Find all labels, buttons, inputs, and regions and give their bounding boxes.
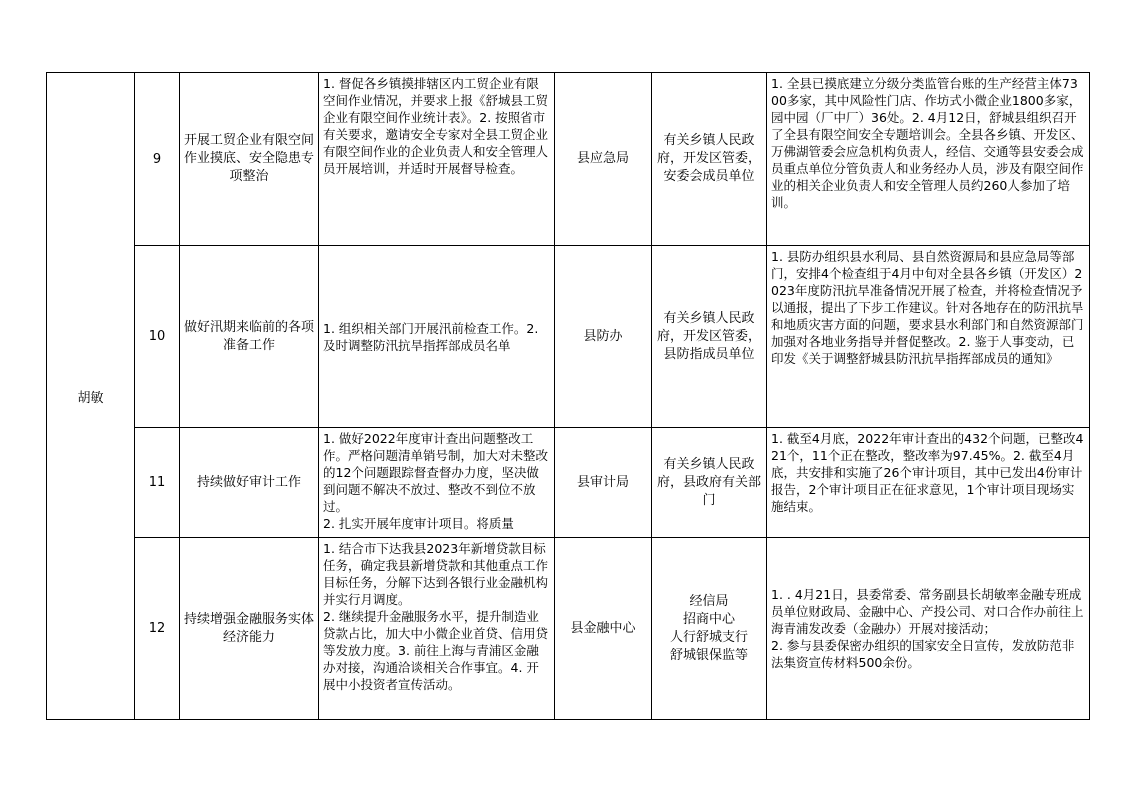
progress-cell xyxy=(767,73,1090,246)
lead-unit-text: 县防办 xyxy=(583,328,623,344)
work-table xyxy=(46,72,1090,720)
row-number-text: 9 xyxy=(152,151,162,167)
progress-text: 1. 县防办组织县水利局、县自然资源局和县应急局等部门，安排4个检查组于4月中旬对全县各乡镇（开发区）2023年度防汛抗旱准备情况开展了检查，并将检查情况予以通报，提出了下步工作建议。针对各地存在的防汛抗旱和地质灾害方面的问题，要求县水利部门和自然资源部门加强对各地业务指导并督促整改。2. 鉴于人事变动，已印发《关于调整舒城县防汛抗旱指挥部成员的通知》 xyxy=(771,249,1084,366)
measures-text: 1. 做好2022年度审计查出问题整改工作。严格问题清单销号制，加大对未整改的12个问题跟踪督查督办力度，坚决做到问题不解决不放过、整改不到位不放过。 xyxy=(323,431,549,514)
measures-text: 2. 继续提升金融服务水平，提升制造业贷款占比，加大中小微企业首贷、信用贷等发放力度。3. 前往上海与青浦区金融办对接，沟通洽谈相关合作事宜。4. 开展中小投资者宣传活动。 xyxy=(323,609,549,692)
coop-unit-text: 经信局 xyxy=(689,593,729,609)
coop-unit xyxy=(652,428,767,538)
task-name-text: 持续增强金融服务实体经济能力 xyxy=(183,611,314,645)
row-number xyxy=(135,246,180,428)
lead-unit xyxy=(555,246,652,428)
progress-cell xyxy=(767,428,1090,538)
task-name xyxy=(180,428,319,538)
lead-unit xyxy=(555,538,652,720)
lead-unit-text: 县应急局 xyxy=(576,151,629,166)
measures-text: 1. 组织相关部门开展汛前检查工作。2. 及时调整防汛抗旱指挥部成员名单 xyxy=(323,320,539,353)
task-name xyxy=(180,538,319,720)
lead-unit xyxy=(555,428,652,538)
task-name-text: 做好汛期来临前的各项准备工作 xyxy=(183,319,314,353)
progress-text: 1. . 4月21日，县委常委、常务副县长胡敏率金融专班成员单位财政局、金融中心、产投公司、对口合作办前往上海青浦发改委（金融办）开展对接活动； xyxy=(771,587,1084,636)
measures-cell xyxy=(319,73,555,246)
progress-text: 1. 截至4月底，2022年审计查出的432个问题，已整改421个，11个正在整改，整改率为97.45%。2. 截至4月底，共安排和实施了26个审计项目，其中已发出4份审计报告，2个审计项目正在征求意见，1个审计项目现场实施结束。 xyxy=(771,431,1084,514)
measures-cell xyxy=(319,538,555,720)
row-number xyxy=(135,428,180,538)
leader-name: 胡敏 xyxy=(77,390,104,406)
coop-unit-text: 招商中心 xyxy=(682,611,735,627)
lead-unit-text: 县审计局 xyxy=(576,474,629,490)
measures-text: 1. 督促各乡镇摸排辖区内工贸企业有限空间作业情况，并要求上报《舒城县工贸企业有限空间作业统计表》。2. 按照省市有关要求，邀请安全专家对全县工贸企业有限空间作业的企业负责人和安全管理人员开展培训，并适时开展督导检查。 xyxy=(323,76,549,176)
lead-unit-text: 县金融中心 xyxy=(570,620,636,636)
leader-cell xyxy=(47,73,135,720)
table-row xyxy=(47,428,1090,538)
lead-unit xyxy=(555,73,652,246)
row-number-text: 10 xyxy=(148,329,166,344)
coop-unit-text: 舒城银保监等 xyxy=(669,647,748,663)
row-number xyxy=(135,73,180,246)
coop-unit xyxy=(652,246,767,428)
coop-unit-text: 有关乡镇人民政府，开发区管委，安委会成员单位 xyxy=(656,133,761,184)
table-row xyxy=(47,538,1090,720)
task-name xyxy=(180,73,319,246)
measures-cell xyxy=(319,428,555,538)
task-name-text: 持续做好审计工作 xyxy=(196,474,301,490)
coop-unit-text: 人行舒城支行 xyxy=(669,629,748,645)
row-number-text: 11 xyxy=(148,475,166,490)
row-number xyxy=(135,538,180,720)
coop-unit xyxy=(652,538,767,720)
coop-unit-text: 有关乡镇人民政府，开发区管委，县防指成员单位 xyxy=(656,310,761,362)
coop-unit xyxy=(652,73,767,246)
measures-cell xyxy=(319,246,555,428)
row-number-text: 12 xyxy=(148,621,166,636)
progress-text: 2. 参与县委保密办组织的国家安全日宣传，发放防范非法集资宣传材料500余份。 xyxy=(771,638,1075,670)
table-row xyxy=(47,246,1090,428)
measures-text: 2. 扎实开展年度审计项目。将质量 xyxy=(323,516,514,531)
task-name xyxy=(180,246,319,428)
coop-unit-text: 有关乡镇人民政府，县政府有关部门 xyxy=(656,456,761,508)
progress-cell xyxy=(767,246,1090,428)
measures-text: 1. 结合市下达我县2023年新增贷款目标任务，确定我县新增贷款和其他重点工作目标任务，分解下达到各银行业金融机构并实行月调度。 xyxy=(323,541,549,607)
table-row xyxy=(47,73,1090,246)
progress-text: 1. 全县已摸底建立分级分类监管台账的生产经营主体7300多家，其中风险性门店、作坊式小微企业1800多家，园中园（厂中厂）36处。2. 4月12日，舒城县组织召开了全县有限空间安全专题培训会。全县各乡镇、开发区、万佛湖管委会应急机构负责人，经信、交通等县安委会成员重点单位分管负责人和业务经办人员，涉及有限空间作业的相关企业负责人和安全管理人员约260人参加了培训。 xyxy=(771,76,1084,210)
task-name-text: 开展工贸企业有限空间作业摸底、安全隐患专项整治 xyxy=(183,133,314,184)
progress-cell xyxy=(767,538,1090,720)
